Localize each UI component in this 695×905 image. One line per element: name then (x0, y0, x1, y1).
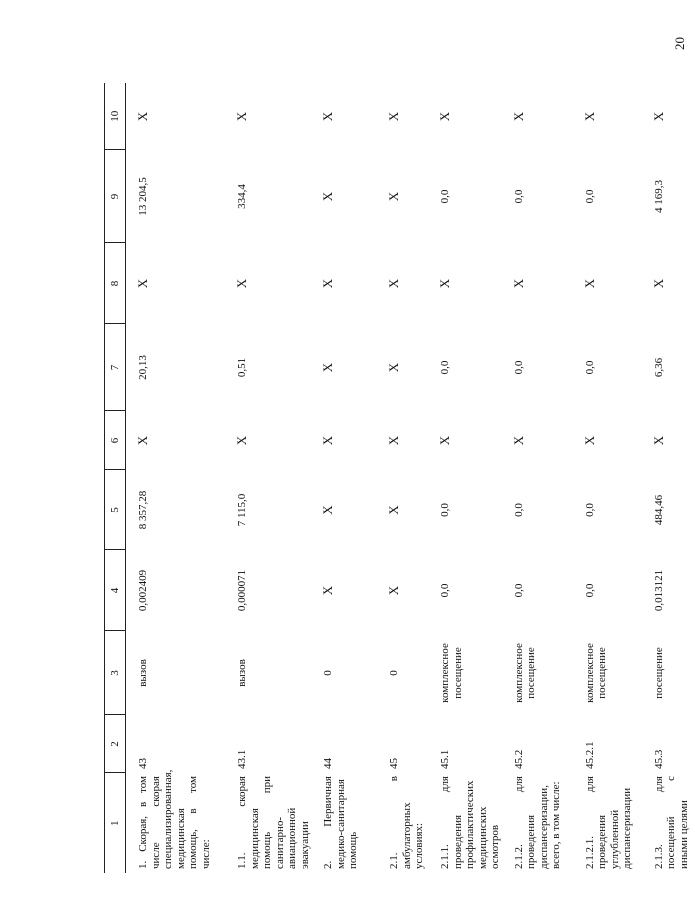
cell-col-4: 0,013121 (652, 569, 665, 612)
page-number: 20 (672, 37, 687, 50)
cell-description: 1. Скорая, в том числе скорая специализированная, медицинская помощь, в том числе: (137, 769, 212, 869)
cell-row-number: 45.1 (439, 749, 451, 769)
cell-col-6: Х (581, 435, 597, 446)
cell-row-number: 43.1 (236, 749, 248, 769)
cell-col-10: Х (510, 111, 526, 122)
cell-col-8: Х (581, 278, 597, 289)
table-row (573, 83, 642, 873)
cell-col-8: Х (386, 278, 401, 289)
cell-col-7: 0,0 (439, 360, 451, 375)
cell-col-8: Х (437, 278, 452, 289)
cell-col-6: Х (320, 435, 335, 446)
cell-col-5: Х (386, 505, 401, 515)
column-header-8: 8 (105, 243, 126, 324)
cell-description: 2.1. в амбулаторных условиях: (388, 776, 425, 869)
column-header-10: 10 (105, 83, 126, 150)
cell-description: 2.1.3. для посещений с иными целями (652, 776, 690, 869)
rotated-table-container (104, 83, 690, 873)
cell-col-7: Х (386, 362, 401, 373)
cell-col-5: Х (320, 505, 335, 515)
cell-row-number: 45.2 (512, 749, 525, 769)
cell-description: 2.1.2.1. для проведения углубленной диспансеризации (583, 776, 633, 869)
cell-col-8: Х (650, 278, 666, 289)
cell-col-7: 0,0 (512, 360, 525, 375)
cell-col-7: 20,13 (137, 355, 149, 380)
cell-col-5: 0,0 (439, 503, 451, 517)
table-row (311, 83, 377, 873)
table-header-row (105, 83, 126, 873)
cell-unit: комплексное посещение (512, 643, 537, 703)
cell-col-10: Х (320, 111, 335, 122)
cell-col-6: Х (386, 435, 401, 446)
column-header-5: 5 (105, 470, 126, 550)
cell-row-number: 45.2.1 (583, 741, 596, 769)
cell-description: 2.1.1. для проведения профилактических медицинских осмотров (439, 776, 501, 869)
cell-col-8: Х (234, 278, 249, 289)
table-row (225, 83, 311, 873)
cell-row-number: 45.3 (652, 749, 665, 769)
cell-col-4: Х (386, 585, 401, 596)
cell-description: 2. Первичная медико-санитарная помощь (322, 776, 359, 869)
cell-col-4: 0,000071 (236, 569, 248, 612)
cell-col-9: 0,0 (439, 189, 451, 204)
cell-col-5: 7 115,0 (236, 493, 248, 527)
cell-col-7: 0,51 (236, 357, 248, 378)
cell-col-9: 13 204,5 (137, 177, 149, 216)
cell-unit: вызов (236, 659, 248, 687)
cell-col-9: 4 169,3 (652, 180, 665, 213)
column-header-6: 6 (105, 411, 126, 470)
cell-col-7: Х (320, 362, 335, 373)
cell-col-5: 484,46 (652, 494, 665, 526)
cell-col-10: Х (386, 111, 401, 122)
cell-col-6: Х (135, 435, 150, 446)
cell-col-9: 0,0 (512, 189, 525, 204)
table-row (428, 83, 502, 873)
column-header-9: 9 (105, 150, 126, 243)
table-row (126, 83, 226, 873)
column-header-4: 4 (105, 550, 126, 631)
cell-col-10: Х (581, 111, 597, 122)
cell-col-9: 0,0 (583, 189, 596, 204)
cell-col-4: 0,0 (439, 583, 451, 598)
cell-col-4: 0,0 (583, 583, 596, 598)
cell-col-7: 6,36 (652, 357, 665, 378)
column-header-1: 1 (105, 773, 126, 873)
cell-col-10: Х (437, 111, 452, 122)
cell-col-8: Х (135, 278, 150, 289)
cell-unit: 0 (388, 670, 400, 676)
cell-description: 1.1. скорая медицинская помощь при санитарно-авиационной эвакуации (236, 776, 311, 869)
cell-col-5: 8 357,28 (137, 490, 149, 530)
cell-col-4: 0,002409 (137, 569, 149, 612)
cell-unit: посещение (652, 647, 665, 699)
cell-col-8: Х (320, 278, 335, 289)
cell-col-10: Х (135, 111, 150, 122)
column-header-3: 3 (105, 631, 126, 715)
data-table (104, 83, 695, 873)
cell-row-number: 43 (137, 758, 149, 769)
cell-col-9: Х (320, 191, 335, 202)
cell-col-9: Х (386, 191, 401, 202)
cell-col-10: Х (234, 111, 249, 122)
cell-col-6: Х (234, 435, 249, 446)
cell-col-5: 0,0 (583, 503, 596, 517)
cell-row-number: 45 (388, 758, 400, 769)
cell-unit: вызов (137, 659, 149, 687)
cell-description: 2.1.2. для проведения диспансеризации, всего, в том числе: (512, 776, 562, 869)
table-row (377, 83, 428, 873)
cell-unit: комплексное посещение (583, 643, 608, 703)
cell-col-7: 0,0 (583, 360, 596, 375)
column-header-2: 2 (105, 715, 126, 773)
cell-col-5: 0,0 (512, 503, 525, 517)
cell-col-6: Х (650, 435, 666, 446)
table-row (502, 83, 573, 873)
cell-col-9: 334,4 (236, 184, 248, 209)
cell-col-6: Х (510, 435, 526, 446)
cell-col-4: Х (320, 585, 335, 596)
cell-col-10: Х (650, 111, 666, 122)
cell-col-4: 0,0 (512, 583, 525, 598)
cell-unit: 0 (322, 670, 334, 676)
cell-unit: комплексное посещение (439, 643, 464, 703)
table-row (642, 83, 695, 873)
column-header-7: 7 (105, 324, 126, 411)
cell-col-8: Х (510, 278, 526, 289)
cell-row-number: 44 (322, 758, 334, 769)
cell-col-6: Х (437, 435, 452, 446)
